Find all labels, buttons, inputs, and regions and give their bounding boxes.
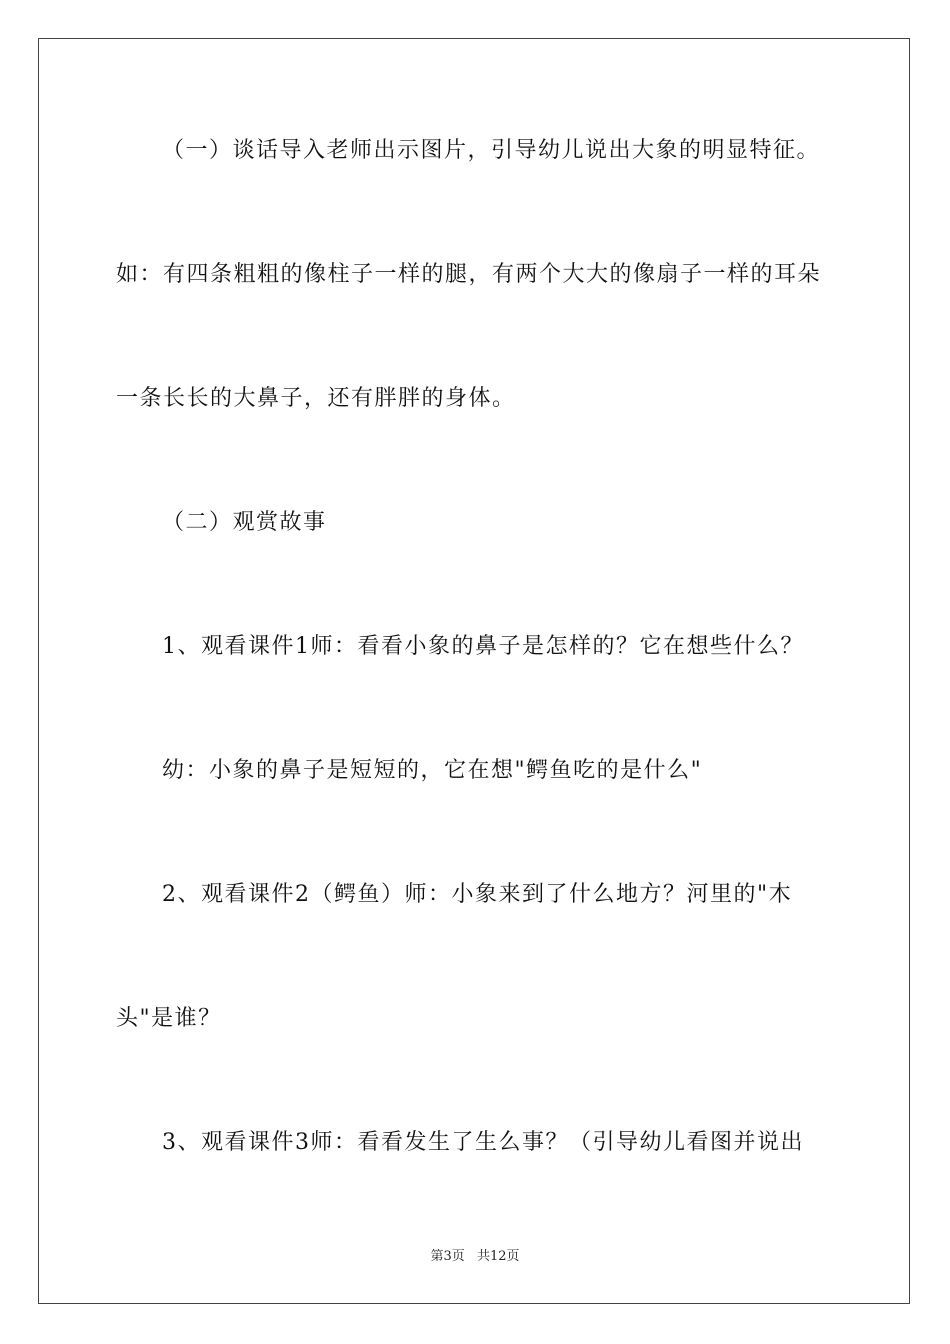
page-footer: [0, 1248, 950, 1266]
paragraph-line-9: 3、观看课件3师：看看发生了生么事？（引导幼儿看图并说出: [162, 1130, 804, 1155]
paragraph-line-1: （一）谈话导入老师出示图片，引导幼儿说出大象的明显特征。: [162, 138, 821, 163]
section-heading: （二）观赏故事: [162, 510, 327, 535]
paragraph-line-8: 头"是谁？: [116, 1006, 222, 1031]
paragraph-line-3: 一条长长的大鼻子，还有胖胖的身体。: [116, 386, 516, 411]
page-total: 共12页: [476, 1249, 520, 1264]
paragraph-line-5: 1、观看课件1师：看看小象的鼻子是怎样的？它在想些什么？: [162, 634, 804, 659]
page-number: 第3页: [430, 1249, 465, 1264]
page-border: [38, 38, 910, 1304]
paragraph-line-6: 幼：小象的鼻子是短短的，它在想"鳄鱼吃的是什么": [162, 758, 703, 783]
paragraph-line-2: 如：有四条粗粗的像柱子一样的腿，有两个大大的像扇子一样的耳朵: [116, 262, 822, 287]
paragraph-line-7: 2、观看课件2（鳄鱼）师：小象来到了什么地方？河里的"木: [162, 882, 793, 907]
